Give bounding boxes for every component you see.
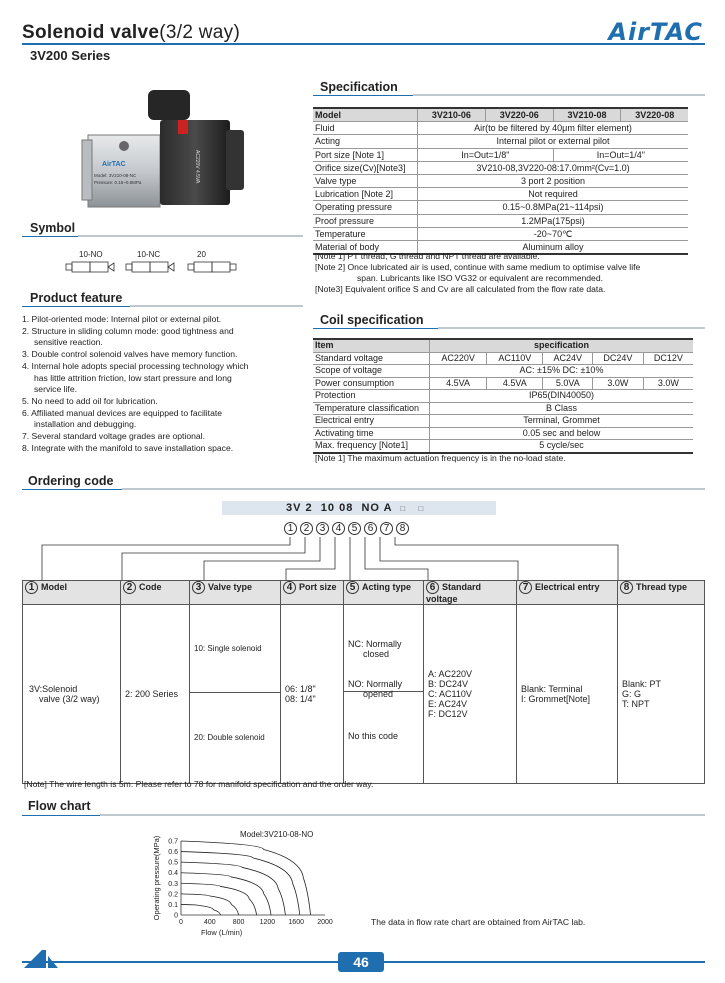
ordering-table [22,580,705,784]
series-line [181,904,221,915]
ordering-heading-underline [22,489,122,490]
spec-header-row [313,108,688,122]
y-tick-label: 0.4 [168,870,178,878]
symbol-heading-underline [22,236,78,237]
order-code: 3V 2 10 08 NO A □ □ [286,502,425,514]
spec-note-2: [Note 2] Once lubricated air is used, continue with same medium to optimise valve life [315,262,641,272]
spec-table [313,107,688,255]
chart-title: Model:3V210-08-NO [240,830,314,839]
y-tick-label: 0.6 [168,849,178,857]
spec-header-col4: 3V220-08 [621,108,688,122]
x-tick-label: 2000 [317,919,333,926]
spec-row: Material of body Aluminum alloy [313,241,688,255]
series-line [181,883,257,915]
feature-item: has little attrition friction, low start pressure and long [34,372,232,383]
coil-row: Power consumption 4.5VA 4.5VA 5.0VA 3.0W 3.0W [313,377,693,390]
spec-row: Operating pressure 0.15~0.8MPa(21~114psi) [313,201,688,214]
feature-item: 5. No need to add oil for lubrication. [22,395,158,406]
y-tick-label: 0.5 [168,859,178,867]
coil-heading: Coil specification [320,313,424,327]
feature-item: 2. Structure in sliding column mode: good tightness and [22,325,234,336]
code-leader-lines [0,535,725,580]
y-axis-label: Operating pressure(MPa) [152,835,161,921]
feature-item: 7. Several standard voltage grades are optional. [22,431,205,442]
spec-row: Lubrication [Note 2] Not required [313,188,688,201]
spec-row: Fluid Air(to be filtered by 40μm filter element) [313,122,688,135]
page-number: 46 [338,952,384,972]
footer-logo-icon [22,948,62,970]
series-title: 3V200 Series [30,48,111,63]
header-rule [22,43,705,45]
series-line [181,873,271,915]
x-axis-label: Flow (L/min) [201,928,243,937]
coil-header-item: Item [313,339,430,352]
flow-chart [150,826,370,944]
spec-heading-underline [313,95,413,96]
coil-heading-rule [438,327,705,329]
spec-row: Orifice size(Cv)[Note3] 3V210-08,3V220-08:17.0mm²(Cv=1.0) [313,161,688,174]
symbol-heading: Symbol [30,221,76,235]
x-tick-label: 0 [179,919,183,926]
feature-item: 8. Integrate with the manifold to save installation space. [22,442,234,453]
feature-list [22,314,307,454]
feature-heading-underline [22,306,130,307]
coil-label: AC220V 4.5VA [194,150,200,184]
spec-header-model: Model [313,108,418,122]
brand-logo: AirTAC [608,18,703,46]
valve-symbols [62,250,302,278]
label-model: Model: 3V210-08-NC [94,173,137,178]
ordering-header-row: 1 Model 2 Code 3 Valve type 4 Port size 5 Acting type 6 Standard voltage 7 Electrical entry 8 Thread type [23,581,705,605]
ordering-heading-rule [122,488,705,490]
spec-row: Proof pressure 1.2MPa(175psi) [313,214,688,227]
x-tick-label: 1600 [288,919,304,926]
label-brand: AirTAC [102,161,126,168]
coil-row: Activating time 0.05 sec and below [313,427,693,440]
symbol-label-nc: 10-NC [137,250,161,259]
spec-note-2-cont: span. Lubricants like ISO VG32 or equivalent are recommended. [357,273,604,283]
flow-heading-rule [100,814,705,816]
spec-heading: Specification [320,80,398,94]
spec-heading-rule [413,94,705,96]
page-title: Solenoid valve(3/2 way) [22,22,241,43]
symbol-label-no: 10-NO [79,250,103,259]
coil-row: Electrical entry Terminal, Grommet [313,415,693,428]
ordering-heading: Ordering code [28,474,114,488]
feature-heading: Product feature [30,291,123,305]
spec-note-3: [Note3] Equivalent orifice S and Cv are all calculated from the flow rate data. [315,284,606,294]
feature-item: service life. [34,384,77,395]
spec-row: Valve type 3 port 2 position [313,175,688,188]
feature-item: 6. Affiliated manual devices are equipped to facilitate [22,407,223,418]
feature-item: installation and debugging. [34,419,137,430]
flow-heading-underline [22,815,100,816]
spec-notes [315,251,710,295]
symbol-label-20: 20 [197,250,206,259]
coil-heading-underline [313,328,438,329]
y-tick-label: 0.3 [168,880,178,888]
feature-item: 3. Double control solenoid valves have memory function. [22,349,238,360]
spec-header-col2: 3V220-06 [485,108,553,122]
spec-header-col1: 3V210-06 [418,108,486,122]
feature-item: 1. Pilot-oriented mode: Internal pilot or external pilot. [22,314,222,324]
ordering-body-row: 3V:Solenoid valve (3/2 way) 2: 200 Series 10: Single solenoid 20: Double solenoid 06: 1/8" 08: 1/4" NC: Normally closed NO: Normally opened No this code A: AC220V B: DC24V C: AC110V E: AC24V F: DC12V Blank: Terminal I: Grommet[Note] Blank: PT G: G T: NPT [23,605,705,784]
feature-heading-rule [130,305,303,307]
flow-note: The data in flow rate chart are obtained from AirTAC lab. [371,917,586,927]
x-tick-label: 800 [232,919,245,926]
spec-row: Port size [Note 1] In=Out=1/8" In=Out=1/4" [313,148,688,161]
coil-row: Temperature classification B Class [313,402,693,415]
y-tick-label: 0.1 [168,901,178,909]
coil-header-row [313,339,693,352]
feature-item: sensitive reaction. [34,337,103,348]
spec-row: Acting Internal pilot or external pilot [313,135,688,148]
coil-row: Standard voltage AC220V AC110V AC24V DC24V DC12V [313,352,693,365]
spec-note-1: [Note 1] PT thread, G thread and NPT thread are available. [315,251,540,261]
ordering-note: [Note] The wire length is 5m. Please refer to 78 for manifold specification and the order way. [24,779,374,789]
coil-table [313,338,693,454]
x-tick-label: 1200 [259,919,276,926]
x-tick-label: 400 [203,919,216,926]
coil-header-spec: specification [430,339,694,352]
y-tick-label: 0.7 [168,838,178,846]
coil-row: Max. frequency [Note1] 5 cycle/sec [313,440,693,453]
code-position-numbers: 1 2 3 4 5 6 7 8 [284,522,412,535]
coil-note: [Note 1] The maximum actuation frequency is in the no-load state. [315,453,566,463]
y-tick-label: 0 [174,912,178,920]
coil-row: Scope of voltage AC: ±15% DC: ±10% [313,365,693,378]
spec-row: Temperature -20~70℃ [313,227,688,240]
spec-header-col3: 3V210-08 [553,108,621,122]
y-tick-label: 0.2 [168,891,178,899]
symbol-heading-rule [78,235,303,237]
coil-row: Protection IP65(DIN40050) [313,390,693,403]
feature-item: 4. Internal hole adopts special processing technology which [22,360,249,371]
flow-heading: Flow chart [28,799,91,813]
product-photo [78,80,268,215]
label-pressure: Pressure: 0.15~0.8MPa [94,180,142,185]
